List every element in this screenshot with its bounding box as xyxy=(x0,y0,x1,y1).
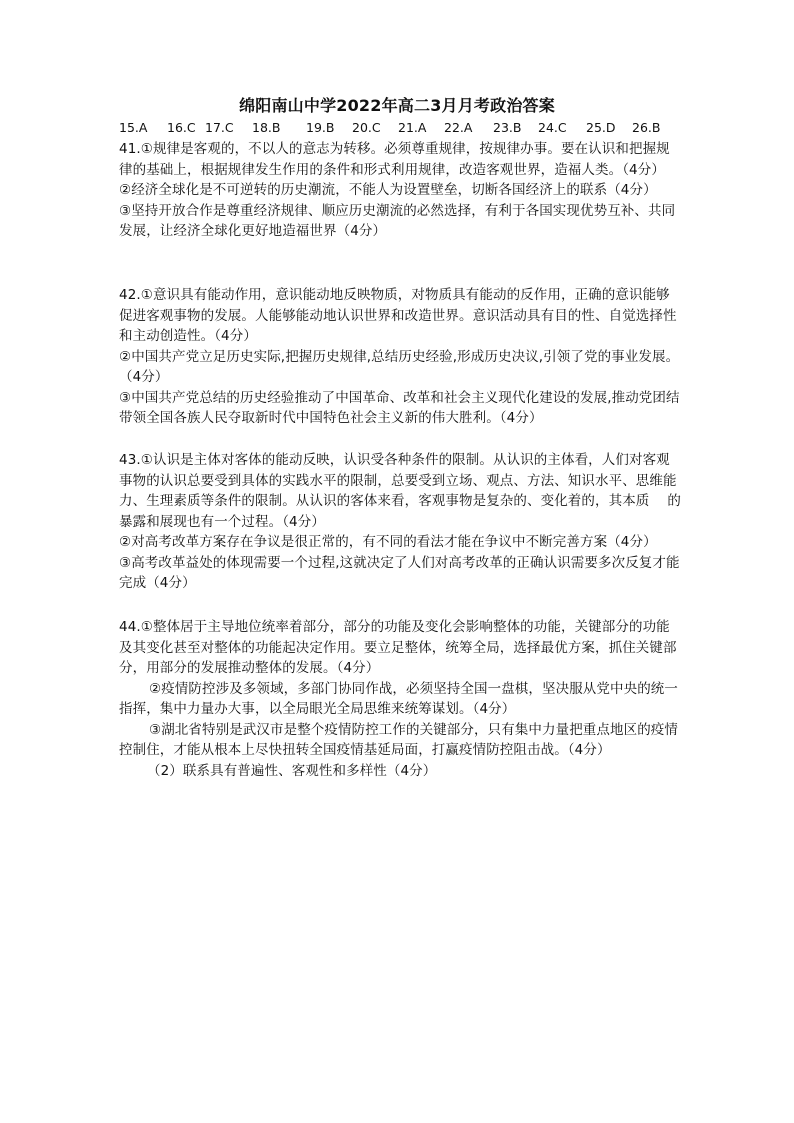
choice-answer: 18.B xyxy=(252,120,281,135)
choice-answer: 15.A xyxy=(119,120,148,135)
question-42-answer xyxy=(119,285,681,429)
answer-paragraph: ②对高考改革方案存在争议是很正常的，有不同的看法才能在争议中不断完善方案（4分） xyxy=(119,534,657,550)
answer-paragraph: 42.①意识具有能动作用，意识能动地反映物质，对物质具有能动的反作用，正确的意识能够促进客观事物的发展。人能够能动地认识世界和改造世界。意识活动具有目的性、自觉选择性和主动创造性。（4分） xyxy=(119,287,677,344)
question-43-answer xyxy=(119,450,681,594)
choice-answer: 24.C xyxy=(538,120,567,135)
answer-paragraph: 41.①规律是客观的，不以人的意志为转移。必须尊重规律，按规律办事。要在认识和把握规律的基础上，根据规律发生作用的条件和形式利用规律，改造客观世界，造福人类。（4分） xyxy=(119,141,670,178)
choice-answers-row xyxy=(119,118,679,138)
choice-answer: 19.B xyxy=(306,120,335,135)
answer-paragraph: ②经济全球化是不可逆转的历史潮流，不能人为设置壁垒，切断各国经济上的联系（4分） xyxy=(119,182,657,198)
answer-paragraph: ③坚持开放合作是尊重经济规律、顺应历史潮流的必然选择，有利于各国实现优势互补、共同发展，让经济全球化更好地造福世界（4分） xyxy=(119,202,676,239)
choice-answer: 21.A xyxy=(398,120,427,135)
choice-answer: 25.D xyxy=(586,120,616,135)
answer-paragraph: ②中国共产党立足历史实际,把握历史规律,总结历史经验,形成历史决议,引领了党的事业发展。（4分） xyxy=(119,348,680,385)
choice-answer: 20.C xyxy=(352,120,381,135)
question-41-answer xyxy=(119,139,681,242)
page-title: 绵阳南山中学2022年高二3月月考政治答案 xyxy=(239,96,555,115)
answer-paragraph: ③中国共产党总结的历史经验推动了中国革命、改革和社会主义现代化建设的发展,推动党团结带领全国各族人民夺取新时代中国特色社会主义新的伟大胜利。（4分） xyxy=(119,389,680,426)
answer-paragraph: 44.①整体居于主导地位统率着部分，部分的功能及变化会影响整体的功能，关键部分的功能及其变化甚至对整体的功能起决定作用。要立足整体，统筹全局，选择最优方案，抓住关键部分，用部分的发展推动整体的发展。（4分） xyxy=(119,619,677,676)
answer-paragraph: 43.①认识是主体对客体的能动反映，认识受各种条件的限制。从认识的主体看，人们对客观事物的认识总要受到具体的实践水平的限制，总要受到立场、观点、方法、知识水平、思维能力、生理素质等条件的限制。从认识的客体来看，客观事物是复杂的、变化着的，其本质 的暴露和展现也有一个过程。（4分） xyxy=(119,452,681,530)
choice-answer: 16.C xyxy=(167,120,196,135)
answer-paragraph: ③高考改革益处的体现需要一个过程,这就决定了人们对高考改革的正确认识需要多次反复才能完成（4分） xyxy=(119,554,680,591)
choice-answer: 23.B xyxy=(493,120,522,135)
answer-paragraph: （2）联系具有普遍性、客观性和多样性（4分） xyxy=(147,762,437,779)
question-44-answer xyxy=(119,617,681,781)
answer-paragraph: ③湖北省特别是武汉市是整个疫情防控工作的关键部分，只有集中力量把重点地区的疫情控制住，才能从根本上尽快扭转全国疫情基延局面，打赢疫情防控阻击战。（4分） xyxy=(119,721,679,758)
answer-paragraph: ②疫情防控涉及多领域，多部门协同作战，必须坚持全国一盘棋，坚决服从党中央的统一指挥，集中力量办大事，以全局眼光全局思维来统筹谋划。（4分） xyxy=(119,680,679,717)
choice-answer: 26.B xyxy=(632,120,661,135)
choice-answer: 17.C xyxy=(205,120,234,135)
choice-answer: 22.A xyxy=(444,120,473,135)
